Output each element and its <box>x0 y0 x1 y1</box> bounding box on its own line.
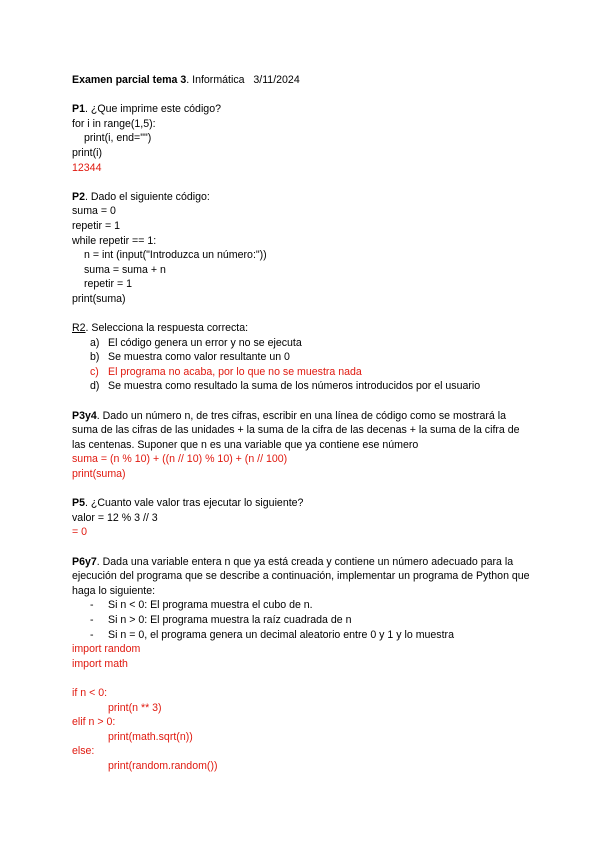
r2-option-b <box>72 350 532 365</box>
p3y4-answer-line: print(suma) <box>72 468 126 481</box>
r2-label: R2 <box>72 322 86 335</box>
p6y7-code-line: else: <box>72 745 95 758</box>
p3y4-answer-line: suma = (n % 10) + ((n // 10) % 10) + (n // 100) <box>72 453 288 466</box>
r2-question <box>72 321 532 336</box>
p1-question-text: . ¿Que imprime este código? <box>84 103 221 116</box>
p2-question <box>72 190 532 205</box>
p6y7-code-line: print(n ** 3) <box>108 701 162 714</box>
p6y7-label: P6y7 <box>72 555 97 568</box>
p6y7-code-line: print(math.sqrt(n)) <box>108 730 193 743</box>
bullet-text: Si n < 0: El programa muestra el cubo de n. <box>108 599 313 612</box>
option-marker: a) <box>90 336 100 349</box>
p2-code-line: repetir = 1 <box>72 219 120 232</box>
p6y7-code-line: print(random.random()) <box>108 759 218 772</box>
bullet-text: Si n > 0: El programa muestra la raíz cuadrada de n <box>108 613 352 626</box>
option-text: El código genera un error y no se ejecuta <box>108 336 302 349</box>
r2-option-a <box>72 336 532 351</box>
p3y4-question <box>72 409 532 453</box>
option-marker: d) <box>90 380 100 393</box>
p1-answer: 12344 <box>72 161 102 174</box>
p2-question-text: . Dado el siguiente código: <box>84 190 210 203</box>
p2-code-line: while repetir == 1: <box>72 234 157 247</box>
p5-label: P5 <box>72 497 85 510</box>
p1-code-line: for i in range(1,5): <box>72 117 156 130</box>
p2-code-line: suma = suma + n <box>84 263 166 276</box>
option-text: El programa no acaba, por lo que no se muestra nada <box>108 365 362 378</box>
exam-content <box>72 73 532 774</box>
p1-code-line: print(i) <box>72 146 103 159</box>
p6y7-code-line: if n < 0: <box>72 686 108 699</box>
r2-option-c-correct <box>72 365 532 380</box>
p2-code-line: repetir = 1 <box>84 278 132 291</box>
p6y7-bullet <box>72 613 532 628</box>
p2-code-line: suma = 0 <box>72 205 116 218</box>
p6y7-question-text: . Dada una variable entera n que ya está creada y contiene un número adecuado para la ejecución del programa que se describe a continuación, implementar un programa de Python que haga lo siguiente: <box>72 555 530 597</box>
p5-code: valor = 12 % 3 // 3 <box>72 511 158 524</box>
p2-code-line: print(suma) <box>72 292 126 305</box>
p1-question <box>72 102 532 117</box>
option-text: Se muestra como resultado la suma de los números introducidos por el usuario <box>108 380 481 393</box>
p5-answer: = 0 <box>72 526 88 539</box>
p5-question <box>72 496 532 511</box>
option-marker: b) <box>90 351 100 364</box>
p6y7-bullet <box>72 628 532 643</box>
p1-code-line: print(i, end="") <box>84 132 152 145</box>
bullet-text: Si n = 0, el programa genera un decimal aleatorio entre 0 y 1 y lo muestra <box>108 628 454 641</box>
p3y4-question-text: . Dado un número n, de tres cifras, escribir en una línea de código como se mostrará la suma de las cifras de las unidades + la suma de la cifra de las decenas + la suma de la cifra de las centenas. Suponer que n es una variable que ya contiene ese número <box>72 409 520 451</box>
p6y7-import-line: import random <box>72 643 141 656</box>
p5-question-text: . ¿Cuanto vale valor tras ejecutar lo siguiente? <box>84 497 304 510</box>
p2-label: P2 <box>72 190 85 203</box>
p2-code-line: n = int (input("Introduzca un número:")) <box>84 249 267 262</box>
option-text: Se muestra como valor resultante un 0 <box>108 351 290 364</box>
exam-title: Examen parcial tema 3 <box>72 74 187 86</box>
dash-bullet-icon: - <box>90 599 94 612</box>
p3y4-label: P3y4 <box>72 409 97 422</box>
p6y7-bullet <box>72 598 532 613</box>
option-marker: c) <box>90 365 99 378</box>
r2-option-d <box>72 379 532 394</box>
dash-bullet-icon: - <box>90 628 94 641</box>
p6y7-question <box>72 555 532 599</box>
p1-label: P1 <box>72 103 85 116</box>
exam-header <box>72 73 532 88</box>
exam-subject-date: . Informática 3/11/2024 <box>186 74 300 86</box>
dash-bullet-icon: - <box>90 613 94 626</box>
p6y7-code-line: elif n > 0: <box>72 716 116 729</box>
p6y7-import-line: import math <box>72 657 128 670</box>
r2-question-text: . Selecciona la respuesta correcta: <box>85 322 249 335</box>
